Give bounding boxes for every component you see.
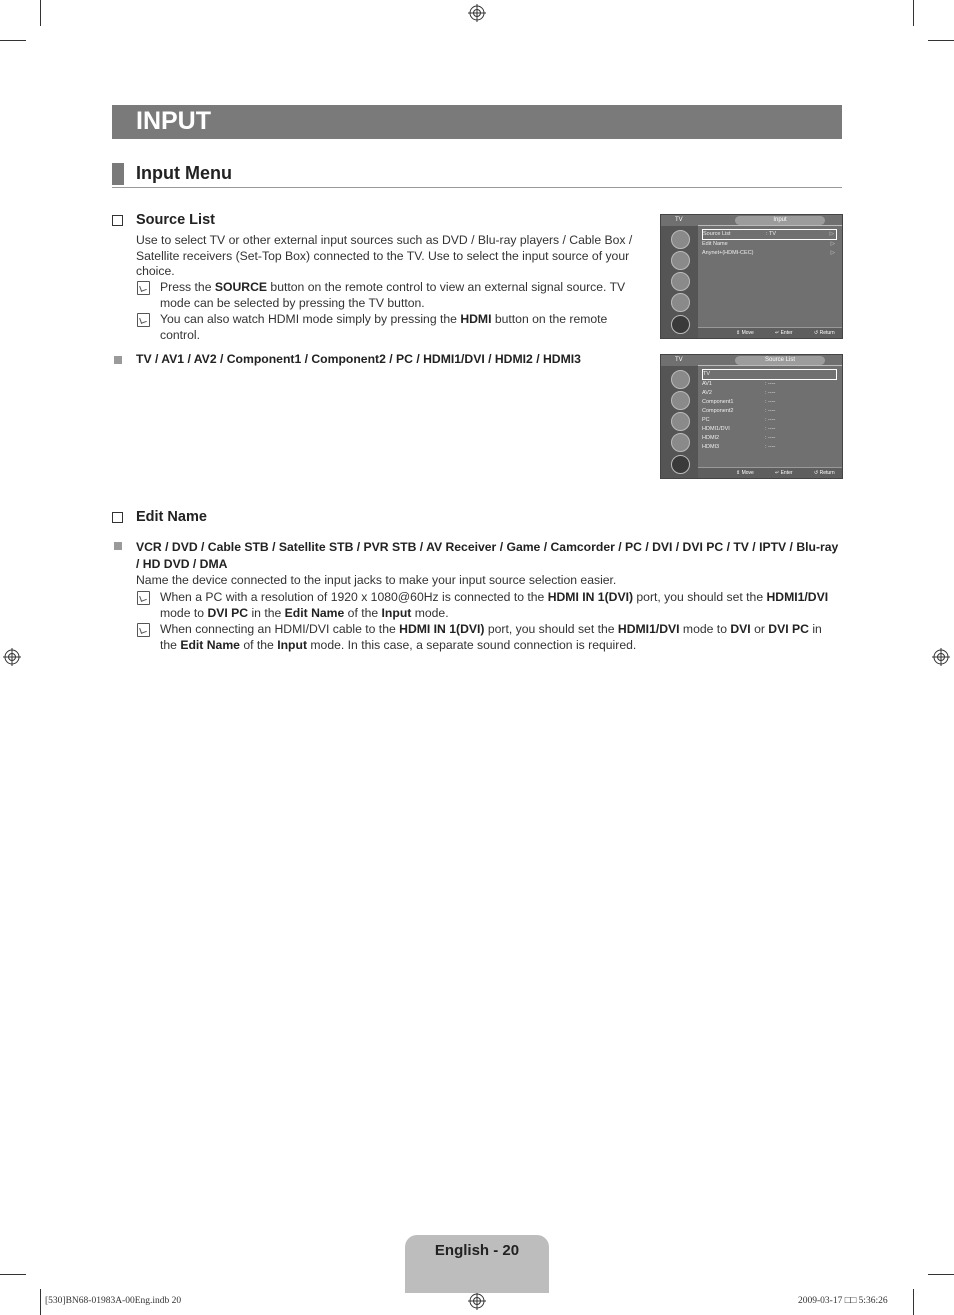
note-icon xyxy=(137,591,150,605)
note-icon xyxy=(137,313,150,327)
source-list-options: TV / AV1 / AV2 / Component1 / Component2 / PC / HDMI1/DVI / HDMI2 / HDMI3 xyxy=(136,352,581,366)
registration-mark-icon xyxy=(468,4,486,22)
edit-name-note-2: When connecting an HDMI/DVI cable to the HDMI IN 1(DVI) port, you should set the HDMI1/DVI mode to DVI or DVI PC in the Edit Name of the Input mode. In this case, a separate sound connection is required. xyxy=(160,622,822,652)
osd-menu-item[interactable]: Source List : TV ▷ xyxy=(702,229,837,240)
osd-source-item[interactable]: HDMI2 : ---- xyxy=(702,435,776,441)
setup-icon xyxy=(671,433,690,452)
arrow-right-icon: ▷ xyxy=(830,241,835,247)
input-icon xyxy=(671,455,690,474)
crop-mark xyxy=(913,1289,914,1315)
osd-source-item[interactable]: AV2 : ---- xyxy=(702,390,776,396)
page-number-tab xyxy=(405,1235,549,1293)
page-title-bar xyxy=(112,105,842,139)
osd-tv-label: TV xyxy=(675,357,683,363)
source-list-note-2: You can also watch HDMI mode simply by pressing the HDMI button on the remote control. xyxy=(160,312,608,342)
registration-mark-icon xyxy=(3,648,21,666)
arrow-right-icon: ▷ xyxy=(829,231,834,237)
section-heading xyxy=(112,162,842,188)
crop-mark xyxy=(928,40,954,41)
edit-name-description: Name the device connected to the input jacks to make your input source selection easier. xyxy=(136,573,617,587)
note-icon xyxy=(137,281,150,295)
crop-mark xyxy=(928,1274,954,1275)
checkbox-bullet-icon xyxy=(112,512,123,523)
return-hint: ↺ Return xyxy=(814,470,835,476)
osd-tab: Source List xyxy=(735,356,825,365)
note-icon xyxy=(137,623,150,637)
page-title: INPUT xyxy=(136,107,211,135)
enter-hint: ↵ Enter xyxy=(775,470,793,476)
edit-name-note-1: When a PC with a resolution of 1920 x 1080@60Hz is connected to the HDMI IN 1(DVI) port, you should set the HDMI1/DVI mode to DVI PC in the Edit Name of the Input mode. xyxy=(160,590,829,620)
square-bullet-icon xyxy=(114,542,122,550)
channel-icon xyxy=(671,272,690,291)
enter-hint: ↵ Enter xyxy=(775,330,793,336)
crop-mark xyxy=(913,0,914,26)
osd-sidebar xyxy=(661,366,698,478)
osd-source-item[interactable]: AV1 : ---- xyxy=(702,381,776,387)
osd-divider xyxy=(698,225,842,226)
osd-input-menu xyxy=(660,214,843,339)
crop-mark xyxy=(40,1289,41,1315)
source-list-description: Use to select TV or other external input sources such as DVD / Blu-ray players / Cable Box / Satellite receivers (Set-Top Box) connected to the TV. Use to select the input source of your choice. xyxy=(136,233,633,279)
osd-sidebar xyxy=(661,226,698,338)
osd-footer xyxy=(698,327,842,338)
osd-menu-item[interactable]: Edit Name ▷ xyxy=(702,241,835,247)
page-number: English - 20 xyxy=(434,1242,520,1259)
osd-menu-item[interactable]: Anynet+(HDMI-CEC) ▷ xyxy=(702,250,835,256)
square-bullet-icon xyxy=(114,356,122,364)
osd-tv-label: TV xyxy=(675,217,683,223)
edit-name-heading: Edit Name xyxy=(136,509,207,525)
osd-source-item[interactable]: Component1 : ---- xyxy=(702,399,776,405)
crop-mark xyxy=(0,40,26,41)
channel-icon xyxy=(671,412,690,431)
osd-divider xyxy=(698,365,842,366)
osd-footer xyxy=(698,467,842,478)
crop-mark xyxy=(0,1274,26,1275)
osd-source-item[interactable]: TV xyxy=(702,369,837,380)
osd-source-items xyxy=(702,369,837,452)
checkbox-bullet-icon xyxy=(112,215,123,226)
arrow-right-icon: ▷ xyxy=(830,250,835,256)
crop-mark xyxy=(40,0,41,26)
sound-icon xyxy=(671,251,690,270)
input-icon xyxy=(671,315,690,334)
return-hint: ↺ Return xyxy=(814,330,835,336)
edit-name-options: VCR / DVD / Cable STB / Satellite STB / PVR STB / AV Receiver / Game / Camcorder / PC / DVI / DVI PC / TV / IPTV / Blu-ray / HD DVD / DMA xyxy=(136,540,839,571)
sound-icon xyxy=(671,391,690,410)
source-list-note-1: Press the SOURCE button on the remote control to view an external signal source. TV mode can be selected by pressing the TV button. xyxy=(160,280,626,310)
source-list-heading: Source List xyxy=(136,212,215,228)
move-hint: ⇕ Move xyxy=(736,470,754,476)
osd-source-item[interactable]: HDMI3 : ---- xyxy=(702,444,776,450)
move-hint: ⇕ Move xyxy=(736,330,754,336)
osd-tab: Input xyxy=(735,216,825,225)
file-info: [530]BN68-01983A-00Eng.indb 20 xyxy=(45,1296,182,1306)
picture-icon xyxy=(671,230,690,249)
osd-source-item[interactable]: Component2 : ---- xyxy=(702,408,776,414)
setup-icon xyxy=(671,293,690,312)
osd-source-item[interactable]: HDMI1/DVI : ---- xyxy=(702,426,776,432)
print-timestamp: 2009-03-17 □□ 5:36:26 xyxy=(798,1296,888,1306)
registration-mark-icon xyxy=(468,1292,486,1310)
osd-source-item[interactable]: PC : ---- xyxy=(702,417,776,423)
registration-mark-icon xyxy=(932,648,950,666)
section-marker xyxy=(112,163,124,185)
picture-icon xyxy=(671,370,690,389)
osd-menu-list xyxy=(702,229,837,258)
osd-source-list xyxy=(660,354,843,479)
section-title: Input Menu xyxy=(136,163,232,183)
